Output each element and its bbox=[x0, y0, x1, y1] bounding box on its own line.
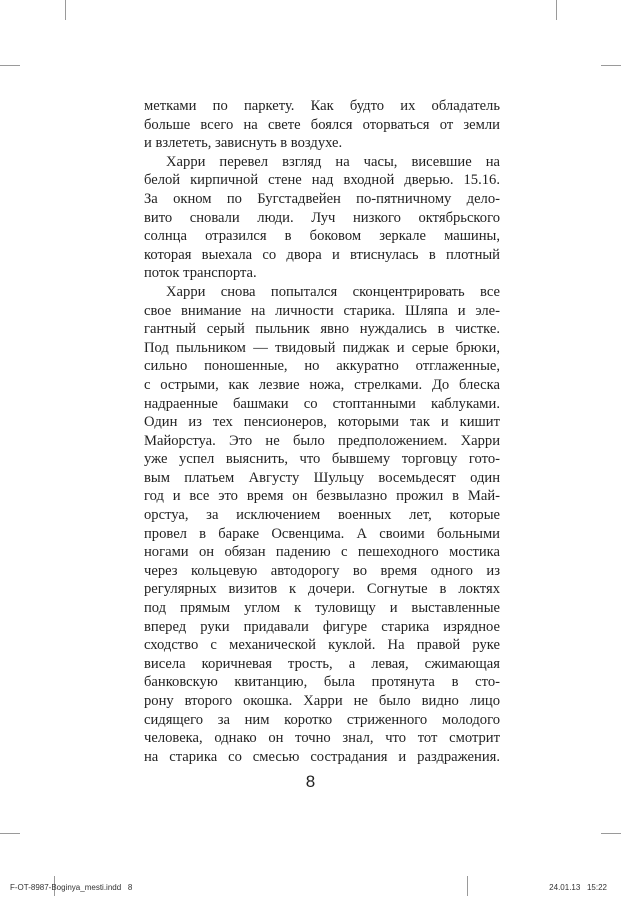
crop-mark bbox=[556, 0, 557, 20]
text-line: белой кирпичной стене над входной дверью. 15.16. bbox=[144, 172, 500, 189]
text-line: гантный серый пыльник явно нуждались в чистке. bbox=[144, 321, 500, 338]
body-text bbox=[144, 97, 500, 766]
text-line: под прямым углом к туловищу и выставленные bbox=[144, 600, 500, 617]
text-line: банковскую квитанцию, была протянута в сто- bbox=[144, 674, 500, 691]
text-line: регулярных визитов к дочери. Согнутые в локтях bbox=[144, 581, 500, 598]
page-number: 8 bbox=[305, 772, 316, 791]
slug-filename: F-OT-8987-Boginya_mesti.indd 8 bbox=[10, 883, 133, 892]
crop-mark bbox=[467, 876, 468, 896]
crop-mark bbox=[601, 833, 621, 834]
text-line: которая выехала со двора и втиснулась в плотный bbox=[144, 246, 500, 263]
text-line: сидящего за ним коротко стриженного молодого bbox=[144, 711, 500, 728]
text-line: год и все это время он безвылазно прожил в Май- bbox=[144, 488, 500, 505]
text-line: человека, однако он точно знал, что тот смотрит bbox=[144, 730, 500, 747]
text-line: вито сновали люди. Луч низкого октябрьского bbox=[144, 209, 500, 226]
text-line: провел в бараке Освенцима. А своими больными bbox=[144, 525, 500, 542]
text-line: Харри снова попытался сконцентрировать все bbox=[166, 283, 500, 300]
text-line: рону второго окошка. Харри не было видно лицо bbox=[144, 693, 500, 709]
text-line: метками по паркету. Как будто их обладатель bbox=[144, 98, 500, 114]
crop-mark bbox=[0, 833, 20, 834]
text-line: поток транспорта. bbox=[144, 265, 257, 282]
text-line: вым платьем Августу Шульцу восемьдесят один bbox=[144, 469, 500, 486]
text-line: Майорстуа. Это не было предположением. Харри bbox=[144, 432, 500, 449]
text-line: свое внимание на личности старика. Шляпа и эле- bbox=[144, 302, 500, 319]
slug-datetime: 24.01.13 15:22 bbox=[549, 883, 607, 892]
text-line: сильно поношенные, но аккуратно отглаженные, bbox=[144, 358, 500, 375]
text-line: с острыми, как лезвие ножа, стрелками. До блеска bbox=[144, 376, 500, 393]
text-line: сходство с механической куклой. На правой руке bbox=[144, 637, 500, 654]
text-line: Харри перевел взгляд на часы, висевшие на bbox=[166, 153, 500, 170]
text-line: солнца отразился в боковом зеркале машины, bbox=[144, 228, 500, 245]
text-line: За окном по Бугстадвейен по-пятничному дело- bbox=[144, 190, 500, 207]
text-line: вперед руки придавали фигуре старика изрядное bbox=[144, 618, 500, 635]
text-line: висела коричневая трость, а левая, сжимающая bbox=[144, 655, 500, 672]
text-line: ногами он обязан падению с пешеходного мостика bbox=[144, 544, 500, 561]
text-line: больше всего на свете боялся оторваться от земли bbox=[144, 116, 500, 133]
text-line: орстуа, за исключением военных лет, которые bbox=[144, 507, 500, 524]
text-line: Один из тех пенсионеров, которыми так и кишит bbox=[144, 414, 500, 431]
text-line: уже успел выяснить, что бывшему торговцу гото- bbox=[144, 451, 500, 468]
crop-mark bbox=[601, 65, 621, 66]
text-line: через кольцевую автодорогу во время одного из bbox=[144, 562, 500, 579]
crop-mark bbox=[65, 0, 66, 20]
text-line: и взлететь, зависнуть в воздухе. bbox=[144, 135, 343, 152]
text-line: Под пыльником — твидовый пиджак и серые брюки, bbox=[144, 339, 500, 356]
crop-mark bbox=[0, 65, 20, 66]
text-line: на старика со смесью сострадания и раздражения. bbox=[144, 748, 500, 765]
text-line: надраенные башмаки со стоптанными каблуками. bbox=[144, 395, 500, 412]
